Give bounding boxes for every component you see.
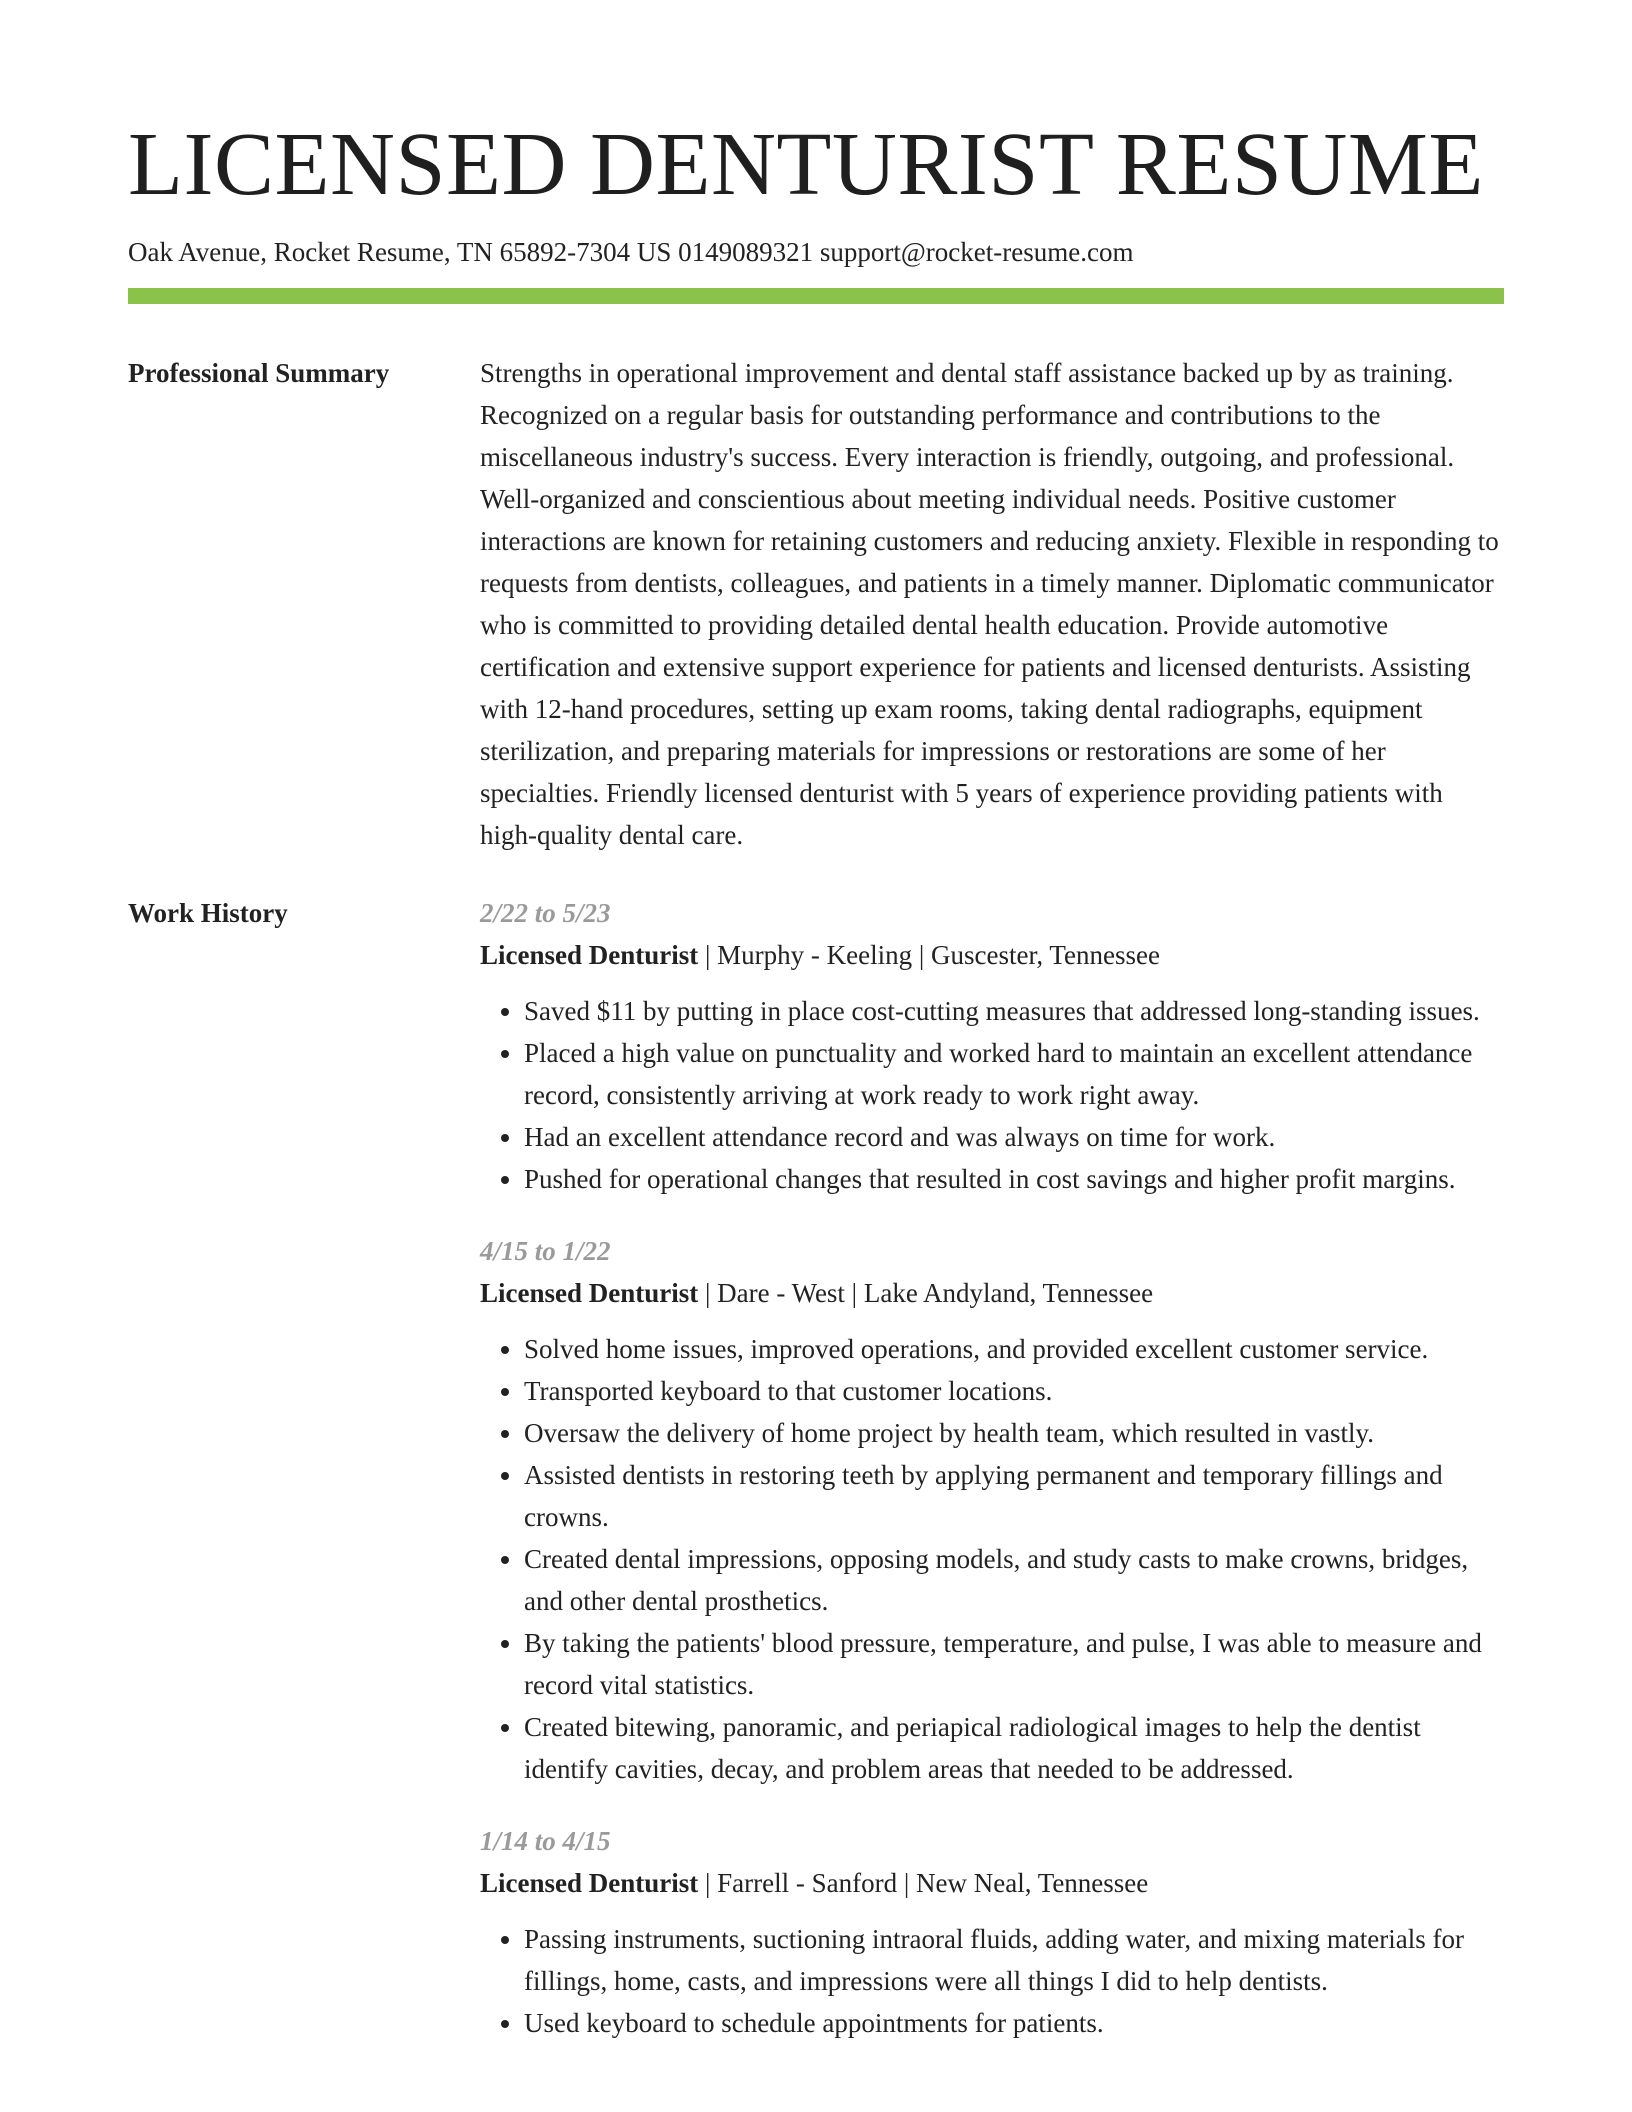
contact-line: Oak Avenue, Rocket Resume, TN 65892-7304 US 0149089321 support@rocket-resume.com (128, 237, 1134, 267)
job-role: Licensed Denturist (480, 1278, 699, 1309)
accent-divider (128, 288, 1504, 304)
job-bullet: • Transported keyboard to that customer locations. (524, 1370, 1504, 1412)
job-role: Licensed Denturist (480, 1868, 699, 1899)
job-dates: 4/15 to 1/22 (480, 1236, 611, 1267)
job-bullet: • Used keyboard to schedule appointments for patients. (524, 2002, 1504, 2044)
job-title-line (480, 1272, 1504, 1314)
job-bullet: • Had an excellent attendance record and was always on time for work. (524, 1116, 1504, 1158)
work-history-section (128, 892, 1504, 2074)
job-bullet-list (480, 1918, 1504, 2044)
job-role: Licensed Denturist (480, 940, 699, 971)
work-history-list (480, 892, 1504, 2074)
summary-body (480, 352, 1504, 856)
job-title-line (480, 934, 1504, 976)
job-details: | Murphy - Keeling | Guscester, Tennessee (698, 940, 1160, 971)
job-bullet: • Saved $11 by putting in place cost-cutting measures that addressed long-standing issues. (524, 990, 1504, 1032)
job-bullet: • Pushed for operational changes that resulted in cost savings and higher profit margins. (524, 1158, 1504, 1200)
job-title-line (480, 1862, 1504, 1904)
job-bullet: • Passing instruments, suctioning intraoral fluids, adding water, and mixing materials for fillings, home, casts, and impressions were all things I did to help dentists. (524, 1918, 1504, 2002)
job-dates: 1/14 to 4/15 (480, 1826, 611, 1857)
job-bullet: • Solved home issues, improved operations, and provided excellent customer service. (524, 1328, 1504, 1370)
summary-text: Strengths in operational improvement and dental staff assistance backed up by as training. Recognized on a regular basis for outstanding performance and contributions to the miscellaneous industry's success. Every interaction is friendly, outgoing, and professional. Well-organized and conscientious about meeting individual needs. Positive customer interactions are known for retaining customers and reducing anxiety. Flexible in responding to requests from dentists, colleagues, and patients in a timely manner. Diplomatic communicator who is committed to providing detailed dental health education. Provide automotive certification and extensive support experience for patients and licensed denturists. Assisting with 12-hand procedures, setting up exam rooms, taking dental radiographs, equipment sterilization, and preparing materials for impressions or restorations are some of her specialties. Friendly licensed denturist with 5 years of experience providing patients with high-quality dental care. (480, 358, 1499, 851)
page-title: LICENSED DENTURIST RESUME (128, 115, 1484, 214)
job-bullet: • By taking the patients' blood pressure, temperature, and pulse, I was able to measure and record vital statistics. (524, 1622, 1504, 1706)
job-entry (480, 1230, 1504, 1790)
job-details: | Farrell - Sanford | New Neal, Tennessee (698, 1868, 1149, 1899)
job-bullet-list (480, 1328, 1504, 1790)
job-bullet: • Placed a high value on punctuality and worked hard to maintain an excellent attendance record, consistently arriving at work ready to work right away. (524, 1032, 1504, 1116)
section-label-summary: Professional Summary (128, 358, 390, 389)
job-dates: 2/22 to 5/23 (480, 898, 611, 929)
job-bullet: • Created bitewing, panoramic, and periapical radiological images to help the dentist identify cavities, decay, and problem areas that needed to be addressed. (524, 1706, 1504, 1790)
job-bullet-list (480, 990, 1504, 1200)
job-entry (480, 1820, 1504, 2044)
professional-summary-section (128, 352, 1504, 856)
section-label-work-history: Work History (128, 898, 288, 929)
job-bullet: • Created dental impressions, opposing models, and study casts to make crowns, bridges, and other dental prosthetics. (524, 1538, 1504, 1622)
job-entry (480, 892, 1504, 1200)
job-bullet: • Oversaw the delivery of home project by health team, which resulted in vastly. (524, 1412, 1504, 1454)
job-bullet: • Assisted dentists in restoring teeth by applying permanent and temporary fillings and crowns. (524, 1454, 1504, 1538)
job-details: | Dare - West | Lake Andyland, Tennessee (698, 1278, 1154, 1309)
